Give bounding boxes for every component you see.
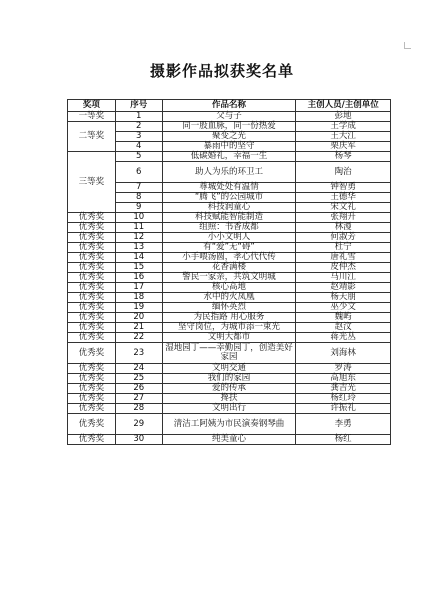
award-cell: 优秀奖 (68, 283, 116, 293)
work-name-cell: 坚守岗位，为城市添一束光 (162, 323, 296, 333)
table-row (68, 253, 391, 263)
seq-cell: 16 (115, 273, 162, 283)
seq-cell: 23 (115, 343, 162, 364)
work-name-cell: 组照：书香成都 (162, 223, 296, 233)
seq-cell: 21 (115, 323, 162, 333)
table-row (68, 435, 391, 445)
author-cell: 钟智勇 (296, 183, 391, 193)
author-cell: 何淑芳 (296, 233, 391, 243)
seq-cell: 12 (115, 233, 162, 243)
table-row (68, 414, 391, 435)
author-cell: 张翔升 (296, 213, 391, 223)
table-row (68, 233, 391, 243)
author-cell: 宋文礼 (296, 203, 391, 213)
table-row (68, 394, 391, 404)
author-cell: 王德华 (296, 193, 391, 203)
author-cell: 陶治 (296, 162, 391, 183)
seq-cell: 22 (115, 333, 162, 343)
award-cell: 优秀奖 (68, 435, 116, 445)
seq-cell: 27 (115, 394, 162, 404)
table-row (68, 223, 391, 233)
author-cell: 蒋光丛 (296, 333, 391, 343)
table-row (68, 404, 391, 414)
table-row (68, 283, 391, 293)
work-name-cell: 有“爱”无“碍” (162, 243, 296, 253)
author-cell: 李勇 (296, 414, 391, 435)
seq-cell: 15 (115, 263, 162, 273)
award-cell: 优秀奖 (68, 273, 116, 283)
work-name-cell: 科技润童心 (162, 203, 296, 213)
work-name-cell: “腾飞”的公园城市 (162, 193, 296, 203)
work-name-cell: 父与子 (162, 112, 296, 122)
author-cell: 巫少文 (296, 303, 391, 313)
award-cell: 优秀奖 (68, 293, 116, 303)
work-name-cell: 同一股血脉，同一份热爱 (162, 122, 296, 132)
table-row (68, 323, 391, 333)
work-name-cell: 我们的家园 (162, 374, 296, 384)
seq-cell: 24 (115, 364, 162, 374)
work-name-cell: 纯美童心 (162, 435, 296, 445)
seq-cell: 20 (115, 313, 162, 323)
seq-cell: 14 (115, 253, 162, 263)
table-row (68, 132, 391, 142)
award-cell-third: 三等奖 (68, 152, 116, 213)
author-cell: 魏屿 (296, 313, 391, 323)
table-row (68, 183, 391, 193)
seq-cell: 1 (115, 112, 162, 122)
seq-cell: 26 (115, 384, 162, 394)
author-cell: 林漫 (296, 223, 391, 233)
seq-cell: 7 (115, 183, 162, 193)
award-cell-first: 一等奖 (68, 112, 116, 122)
work-name-cell: 湿地园丁——幸勤园丁，创造美好家园 (162, 343, 296, 364)
author-cell: 罗涛 (296, 364, 391, 374)
seq-cell: 30 (115, 435, 162, 445)
seq-cell: 25 (115, 374, 162, 384)
author-cell: 彭地 (296, 112, 391, 122)
award-cell: 优秀奖 (68, 243, 116, 253)
author-cell: 皮仲杰 (296, 263, 391, 273)
author-cell: 赵靖影 (296, 283, 391, 293)
seq-cell: 5 (115, 152, 162, 162)
award-cell: 优秀奖 (68, 414, 116, 435)
work-name-cell: 清洁工阿姨为市民演奏钢琴曲 (162, 414, 296, 435)
work-name-cell: 文明交通 (162, 364, 296, 374)
award-cell: 优秀奖 (68, 263, 116, 273)
work-name-cell: 水中的火凤凰 (162, 293, 296, 303)
header-award: 奖项 (68, 100, 116, 112)
seq-cell: 18 (115, 293, 162, 303)
author-cell: 王学成 (296, 122, 391, 132)
author-cell: 王大江 (296, 132, 391, 142)
award-cell: 优秀奖 (68, 333, 116, 343)
header-author: 主创人员/主创单位 (296, 100, 391, 112)
author-cell: 杨天朋 (296, 293, 391, 303)
work-name-cell: 为民指路 用心服务 (162, 313, 296, 323)
author-cell: 杨琴 (296, 152, 391, 162)
work-name-cell: 暴雨中的坚守 (162, 142, 296, 152)
author-cell: 马川江 (296, 273, 391, 283)
author-cell: 杨红 (296, 435, 391, 445)
author-cell: 赵汶 (296, 323, 391, 333)
work-name-cell: 助人为乐的环卫工 (162, 162, 296, 183)
author-cell: 杜宁 (296, 243, 391, 253)
seq-cell: 3 (115, 132, 162, 142)
work-name-cell: 警民一家亲，共筑文明城 (162, 273, 296, 283)
award-cell: 优秀奖 (68, 394, 116, 404)
seq-cell: 2 (115, 122, 162, 132)
work-name-cell: 缅怀英烈 (162, 303, 296, 313)
award-cell: 优秀奖 (68, 364, 116, 374)
table-row (68, 374, 391, 384)
seq-cell: 8 (115, 193, 162, 203)
award-cell: 优秀奖 (68, 213, 116, 223)
table-row (68, 333, 391, 343)
corner-mark (404, 42, 411, 49)
award-cell: 优秀奖 (68, 313, 116, 323)
table-row (68, 213, 391, 223)
award-cell: 优秀奖 (68, 223, 116, 233)
table-row (68, 162, 391, 183)
author-cell: 高旭东 (296, 374, 391, 384)
table-row (68, 303, 391, 313)
work-name-cell: 聚变之光 (162, 132, 296, 142)
award-cell: 优秀奖 (68, 374, 116, 384)
table-row (68, 193, 391, 203)
award-cell: 优秀奖 (68, 343, 116, 364)
work-name-cell: 爱的传承 (162, 384, 296, 394)
seq-cell: 29 (115, 414, 162, 435)
author-cell: 杨红玲 (296, 394, 391, 404)
author-cell: 唐礼雪 (296, 253, 391, 263)
seq-cell: 4 (115, 142, 162, 152)
work-name-cell: 核心高地 (162, 283, 296, 293)
table-row (68, 112, 391, 122)
award-table (67, 99, 391, 445)
work-name-cell: 文明大都市 (162, 333, 296, 343)
author-cell: 许振礼 (296, 404, 391, 414)
work-name-cell: 小小文明人 (162, 233, 296, 243)
seq-cell: 9 (115, 203, 162, 213)
table-row (68, 263, 391, 273)
award-cell: 优秀奖 (68, 253, 116, 263)
award-cell: 优秀奖 (68, 384, 116, 394)
seq-cell: 13 (115, 243, 162, 253)
author-cell: 栗庆军 (296, 142, 391, 152)
award-cell-second: 二等奖 (68, 122, 116, 152)
award-cell: 优秀奖 (68, 404, 116, 414)
work-name-cell: 文明出行 (162, 404, 296, 414)
award-cell: 优秀奖 (68, 323, 116, 333)
table-row (68, 343, 391, 364)
header-work-name: 作品名称 (162, 100, 296, 112)
work-name-cell: 搀扶 (162, 394, 296, 404)
award-cell: 优秀奖 (68, 303, 116, 313)
seq-cell: 6 (115, 162, 162, 183)
table-row (68, 243, 391, 253)
work-name-cell: 尊城处处有温情 (162, 183, 296, 193)
table-body (68, 112, 391, 445)
work-name-cell: 科技赋能智能制造 (162, 213, 296, 223)
table-row (68, 122, 391, 132)
author-cell: 龚吉光 (296, 384, 391, 394)
work-name-cell: 低碳婚礼，幸福一生 (162, 152, 296, 162)
table-row (68, 203, 391, 213)
work-name-cell: 小手喂汤圆，孝心代代传 (162, 253, 296, 263)
seq-cell: 28 (115, 404, 162, 414)
seq-cell: 11 (115, 223, 162, 233)
table-row (68, 142, 391, 152)
author-cell: 刘海林 (296, 343, 391, 364)
table-row (68, 293, 391, 303)
seq-cell: 17 (115, 283, 162, 293)
award-cell: 优秀奖 (68, 233, 116, 243)
seq-cell: 19 (115, 303, 162, 313)
seq-cell: 10 (115, 213, 162, 223)
table-row (68, 384, 391, 394)
table-row (68, 364, 391, 374)
table-row (68, 152, 391, 162)
header-seq: 序号 (115, 100, 162, 112)
table-header-row (68, 100, 391, 112)
table-row (68, 273, 391, 283)
page-title: 摄影作品拟获奖名单 (149, 62, 294, 80)
table-row (68, 313, 391, 323)
work-name-cell: 花香满楼 (162, 263, 296, 273)
